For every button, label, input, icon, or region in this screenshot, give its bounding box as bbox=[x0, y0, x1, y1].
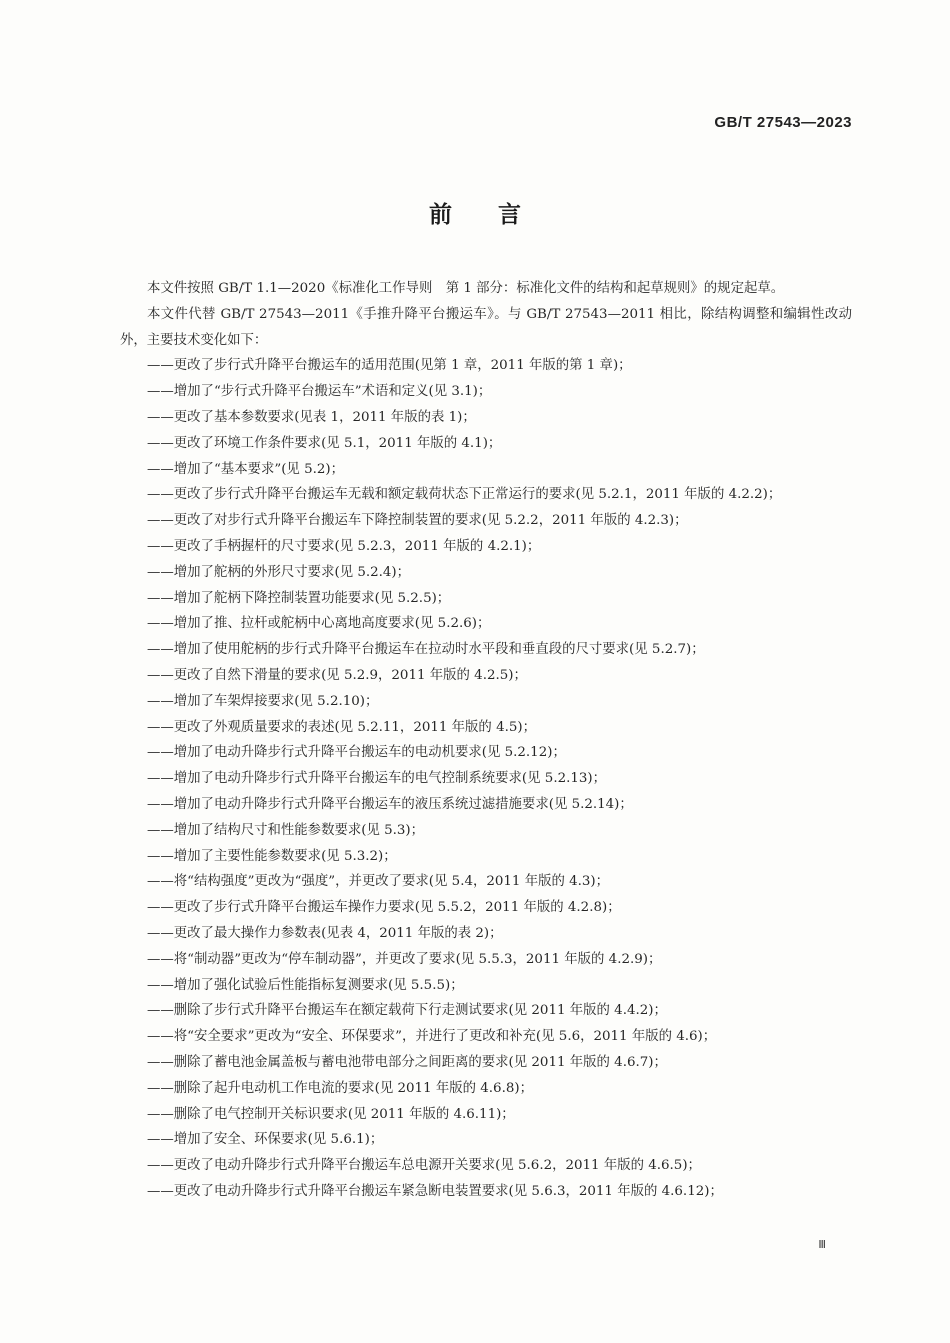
change-item: ——更改了对步行式升降平台搬运车下降控制装置的要求(见 5.2.2，2011 年版的 4.2.3)； bbox=[147, 513, 688, 529]
change-item: ——更改了电动升降步行式升降平台搬运车紧急断电装置要求(见 5.6.3，2011 年版的 4.6.12)； bbox=[147, 1183, 723, 1199]
change-item: ——更改了手柄握杆的尺寸要求(见 5.2.3，2011 年版的 4.2.1)； bbox=[147, 538, 541, 554]
change-item: ——增加了使用舵柄的步行式升降平台搬运车在拉动时水平段和垂直段的尺寸要求(见 5.2.7)； bbox=[147, 642, 705, 658]
section-heading: 前言 bbox=[429, 202, 567, 228]
change-item: ——增加了安全、环保要求(见 5.6.1)； bbox=[147, 1132, 384, 1148]
change-item: ——更改了外观质量要求的表述(见 5.2.11，2011 年版的 4.5)； bbox=[147, 719, 536, 735]
change-item: ——删除了步行式升降平台搬运车在额定载荷下行走测试要求(见 2011 年版的 4.4.2)； bbox=[147, 1003, 667, 1019]
change-item: ——删除了蓄电池金属盖板与蓄电池带电部分之间距离的要求(见 2011 年版的 4.6.7)； bbox=[147, 1054, 667, 1070]
change-item: ——删除了电气控制开关标识要求(见 2011 年版的 4.6.11)； bbox=[147, 1106, 515, 1122]
page-number: Ⅲ bbox=[818, 1238, 826, 1251]
change-item: ——更改了自然下滑量的要求(见 5.2.9，2011 年版的 4.2.5)； bbox=[147, 667, 527, 683]
change-item: ——增加了“基本要求”(见 5.2)； bbox=[147, 461, 344, 477]
change-item: ——将“安全要求”更改为“安全、环保要求”，并进行了更改和补充(见 5.6，2011 年版的 4.6)； bbox=[147, 1029, 717, 1045]
change-item: ——增加了电动升降步行式升降平台搬运车的电动机要求(见 5.2.12)； bbox=[147, 745, 566, 761]
change-item: ——增加了结构尺寸和性能参数要求(见 5.3)； bbox=[147, 822, 425, 838]
standard-number: GB/T 27543—2023 bbox=[714, 114, 852, 131]
change-item: ——更改了电动升降步行式升降平台搬运车总电源开关要求(见 5.6.2，2011 年版的 4.6.5)； bbox=[147, 1158, 701, 1174]
foreword-body bbox=[120, 276, 852, 1205]
change-item: ——增加了舵柄的外形尺寸要求(见 5.2.4)； bbox=[147, 564, 411, 580]
change-item: ——增加了车架焊接要求(见 5.2.10)； bbox=[147, 693, 379, 709]
change-item: ——增加了推、拉杆或舵柄中心离地高度要求(见 5.2.6)； bbox=[147, 616, 491, 632]
change-item: ——增加了主要性能参数要求(见 5.3.2)； bbox=[147, 848, 397, 864]
change-item: ——增加了舵柄下降控制装置功能要求(见 5.2.5)； bbox=[147, 590, 451, 606]
change-item: ——增加了强化试验后性能指标复测要求(见 5.5.5)； bbox=[147, 977, 464, 993]
change-item: ——更改了步行式升降平台搬运车操作力要求(见 5.5.2，2011 年版的 4.2.8)； bbox=[147, 900, 621, 916]
change-item: ——删除了起升电动机工作电流的要求(见 2011 年版的 4.6.8)； bbox=[147, 1080, 533, 1096]
change-item: ——更改了基本参数要求(见表 1，2011 年版的表 1)； bbox=[147, 409, 476, 425]
change-item: ——增加了电动升降步行式升降平台搬运车的电气控制系统要求(见 5.2.13)； bbox=[147, 771, 607, 787]
intro-paragraph-drafting-rules: 本文件按照 GB/T 1.1—2020《标准化工作导则 第 1 部分：标准化文件的结构和起草规则》的规定起草。 bbox=[147, 281, 785, 296]
change-item: ——更改了步行式升降平台搬运车无载和额定载荷状态下正常运行的要求(见 5.2.1，2011 年版的 4.2.2)； bbox=[147, 487, 782, 503]
intro-paragraph-replacement: 本文件代替 GB/T 27543—2011《手推升降平台搬运车》。与 GB/T 27543—2011 相比，除结构调整和编辑性改动外，主要技术变化如下： bbox=[120, 306, 852, 348]
change-item: ——更改了最大操作力参数表(见表 4，2011 年版的表 2)； bbox=[147, 925, 503, 941]
change-item: ——增加了“步行式升降平台搬运车”术语和定义(见 3.1)； bbox=[147, 384, 492, 400]
change-item: ——将“结构强度”更改为“强度”，并更改了要求(见 5.4，2011 年版的 4.3)； bbox=[147, 874, 610, 890]
change-item: ——更改了环境工作条件要求(见 5.1，2011 年版的 4.1)； bbox=[147, 435, 502, 451]
change-item: ——增加了电动升降步行式升降平台搬运车的液压系统过滤措施要求(见 5.2.14)； bbox=[147, 796, 633, 812]
change-item: ——更改了步行式升降平台搬运车的适用范围(见第 1 章，2011 年版的第 1 章)； bbox=[147, 358, 632, 374]
change-item: ——将“制动器”更改为“停车制动器”，并更改了要求(见 5.5.3，2011 年版的 4.2.9)； bbox=[147, 951, 662, 967]
technical-changes-list bbox=[120, 353, 852, 1204]
